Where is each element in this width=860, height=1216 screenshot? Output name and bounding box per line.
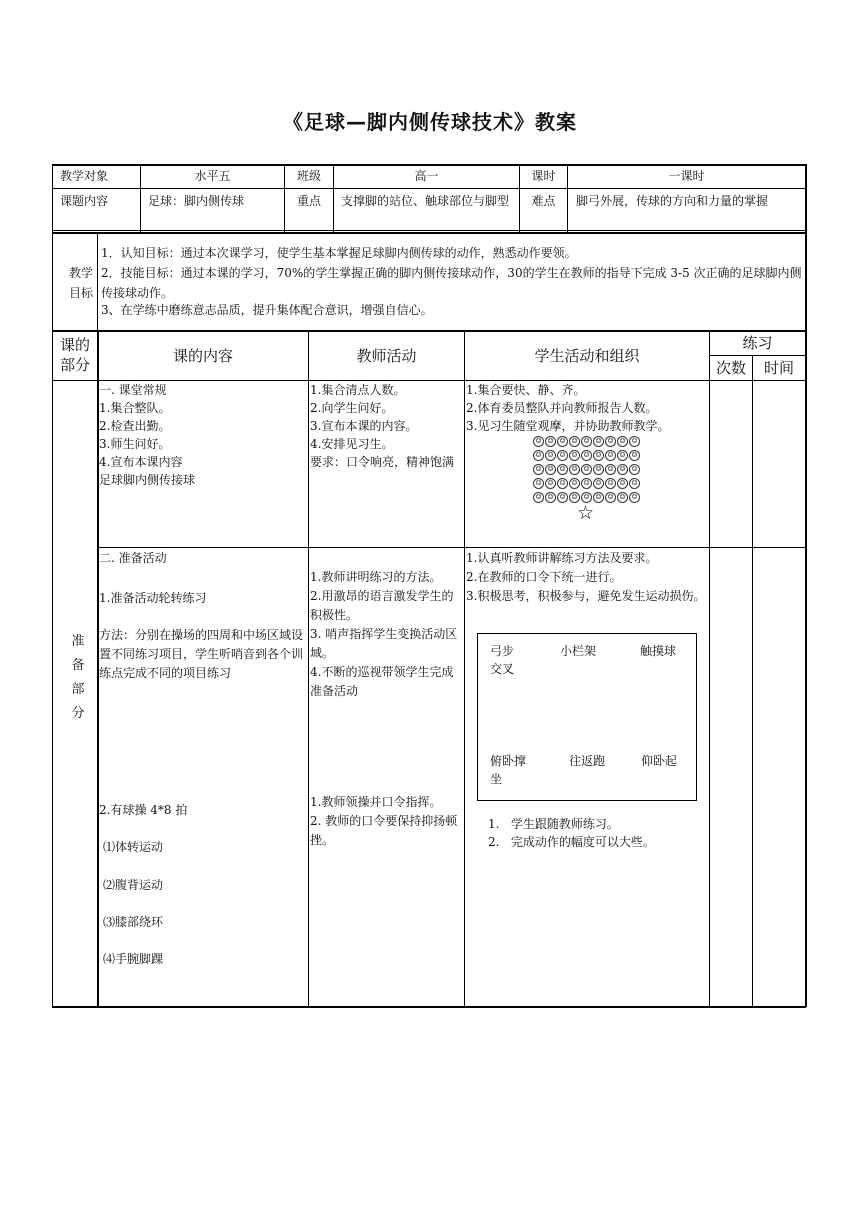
station-1: 弓步 (490, 644, 515, 658)
student-face-icon: ☺ (593, 492, 604, 503)
header-content: 课的内容 (172, 347, 233, 365)
student-face-icon: ☺ (533, 464, 544, 475)
value-key: 支撑脚的站位、触球部位与脚型 (341, 194, 510, 208)
block2-teacher2: 1.教师领操并口令指挥。 2. 教师的口令要保持抑扬顿挫。 (310, 795, 458, 847)
exercise-1: ⑴体转运动 (103, 840, 164, 854)
block1-student: 1.集合要快、静、齐。 2.体育委员整队并向教师报告人数。 3.见习生随堂观摩，并协助教师教学。 (466, 383, 670, 433)
header-part: 课的部分 (59, 336, 90, 374)
student-face-icon: ☺ (605, 436, 616, 447)
exercise-2: ⑵腹背运动 (103, 878, 164, 892)
block2-sub2: 2.有球操 4*8 拍 (99, 803, 188, 817)
block2-student2-2: 2. 完成动作的幅度可以大些。 (488, 835, 655, 849)
value-difficulty: 脚弓外展，传球的方向和力量的掌握 (576, 194, 769, 208)
objective-1: 1．认知目标：通过本次课学习，使学生基本掌握足球脚内侧传球的动作，熟悉动作要领。 (101, 246, 577, 260)
student-face-icon: ☺ (617, 436, 628, 447)
label-difficulty: 难点 (531, 194, 556, 208)
student-face-icon: ☺ (629, 436, 640, 447)
header-practice: 练习 (742, 334, 773, 352)
student-formation (533, 436, 643, 506)
header-duration: 时间 (763, 359, 794, 377)
student-face-icon: ☺ (593, 464, 604, 475)
student-face-icon: ☺ (581, 492, 592, 503)
student-face-icon: ☺ (629, 492, 640, 503)
block1-content: 一. 课堂常规 1.集合整队。 2.检查出勤。 3.师生问好。 4.宣布本课内容 足球脚内侧传接球 (99, 383, 196, 487)
station-1-wrap: 交叉 (490, 662, 515, 676)
student-face-icon: ☺ (545, 492, 556, 503)
label-target: 教学对象 (60, 169, 109, 183)
label-key: 重点 (296, 194, 321, 208)
station-2: 小栏架 (560, 644, 597, 658)
stations-diagram (477, 633, 697, 801)
value-grade: 高一 (414, 169, 439, 183)
student-face-icon: ☺ (581, 436, 592, 447)
student-face-icon: ☺ (605, 478, 616, 489)
student-face-icon: ☺ (533, 478, 544, 489)
exercise-3: ⑶膝部绕环 (103, 915, 164, 929)
station-5: 往返跑 (569, 754, 606, 768)
header-times: 次数 (715, 359, 746, 377)
header-teacher: 教师活动 (356, 347, 417, 365)
student-face-icon: ☺ (593, 450, 604, 461)
block2-student2-1: 1. 学生跟随教师练习。 (488, 817, 619, 831)
student-face-icon: ☺ (545, 450, 556, 461)
label-class: 班级 (296, 169, 321, 183)
block2-teacher1: 1.教师讲明练习的方法。 2.用激昂的语言激发学生的积极性。 3. 哨声指挥学生变换活动区域。 4.不断的巡视带领学生完成准备活动 (310, 570, 458, 698)
student-face-icon: ☺ (557, 492, 568, 503)
objectives-label: 教学目标 (68, 266, 93, 300)
student-face-icon: ☺ (629, 464, 640, 475)
station-6: 仰卧起 (641, 754, 678, 768)
student-face-icon: ☺ (569, 436, 580, 447)
teacher-star-icon: ☆ (577, 502, 595, 524)
student-face-icon: ☺ (545, 478, 556, 489)
objective-3: 3、在学练中磨练意志品质，提升集体配合意识，增强自信心。 (101, 303, 433, 317)
station-6-wrap: 坐 (490, 772, 503, 786)
header-student: 学生活动和组织 (534, 347, 640, 365)
student-face-icon: ☺ (557, 450, 568, 461)
student-face-icon: ☺ (617, 478, 628, 489)
exercise-4: ⑷手腕脚踝 (103, 952, 164, 966)
student-face-icon: ☺ (569, 478, 580, 489)
page-title: 《足球—脚内侧传球技术》教案 (283, 110, 577, 134)
block2-sub1: 1.准备活动轮转练习 (99, 591, 207, 605)
student-face-icon: ☺ (569, 450, 580, 461)
student-face-icon: ☺ (533, 450, 544, 461)
student-face-icon: ☺ (629, 450, 640, 461)
formation-row (533, 478, 643, 491)
student-face-icon: ☺ (605, 450, 616, 461)
student-face-icon: ☺ (533, 492, 544, 503)
block1-teacher: 1.集合清点人数。 2.向学生问好。 3.宣布本课的内容。 4.安排见习生。 要求：口令响亮，精神饱满 (310, 383, 455, 469)
student-face-icon: ☺ (545, 464, 556, 475)
formation-row (533, 450, 643, 463)
student-face-icon: ☺ (557, 478, 568, 489)
label-period: 课时 (531, 169, 556, 183)
section-label: 准备部分 (71, 634, 85, 721)
station-3: 触摸球 (640, 644, 677, 658)
value-period: 一课时 (668, 169, 705, 183)
student-face-icon: ☺ (533, 436, 544, 447)
student-face-icon: ☺ (605, 492, 616, 503)
student-face-icon: ☺ (629, 478, 640, 489)
student-face-icon: ☺ (581, 450, 592, 461)
student-face-icon: ☺ (605, 464, 616, 475)
value-level: 水平五 (194, 169, 231, 183)
student-face-icon: ☺ (593, 436, 604, 447)
student-face-icon: ☺ (569, 464, 580, 475)
student-face-icon: ☺ (617, 450, 628, 461)
formation-row (533, 464, 643, 477)
value-topic: 足球：脚内侧传球 (148, 194, 245, 208)
student-face-icon: ☺ (581, 478, 592, 489)
formation-row (533, 436, 643, 449)
label-topic: 课题内容 (60, 194, 109, 208)
station-4: 俯卧撑 (490, 754, 527, 768)
block2-method: 方法：分别在操场的四周和中场区域设置不同练习项目，学生听哨音到各个训练点完成不同的项目练习 (99, 628, 304, 680)
objective-2: 2．技能目标：通过本课的学习，70%的学生掌握正确的脚内侧传接球动作，30的学生在教师的指导下完成 3-5 次正确的足球脚内侧传接球动作。 (101, 266, 802, 300)
student-face-icon: ☺ (569, 492, 580, 503)
student-face-icon: ☺ (617, 464, 628, 475)
student-face-icon: ☺ (545, 436, 556, 447)
student-face-icon: ☺ (593, 478, 604, 489)
student-face-icon: ☺ (557, 436, 568, 447)
block2-heading: 二. 准备活动 (99, 551, 167, 565)
block2-student1: 1.认真听教师讲解练习方法及要求。 2.在教师的口令下统一进行。 3.积极思考，积极参与，避免发生运动损伤。 (466, 551, 706, 603)
student-face-icon: ☺ (557, 464, 568, 475)
student-face-icon: ☺ (581, 464, 592, 475)
student-face-icon: ☺ (617, 492, 628, 503)
